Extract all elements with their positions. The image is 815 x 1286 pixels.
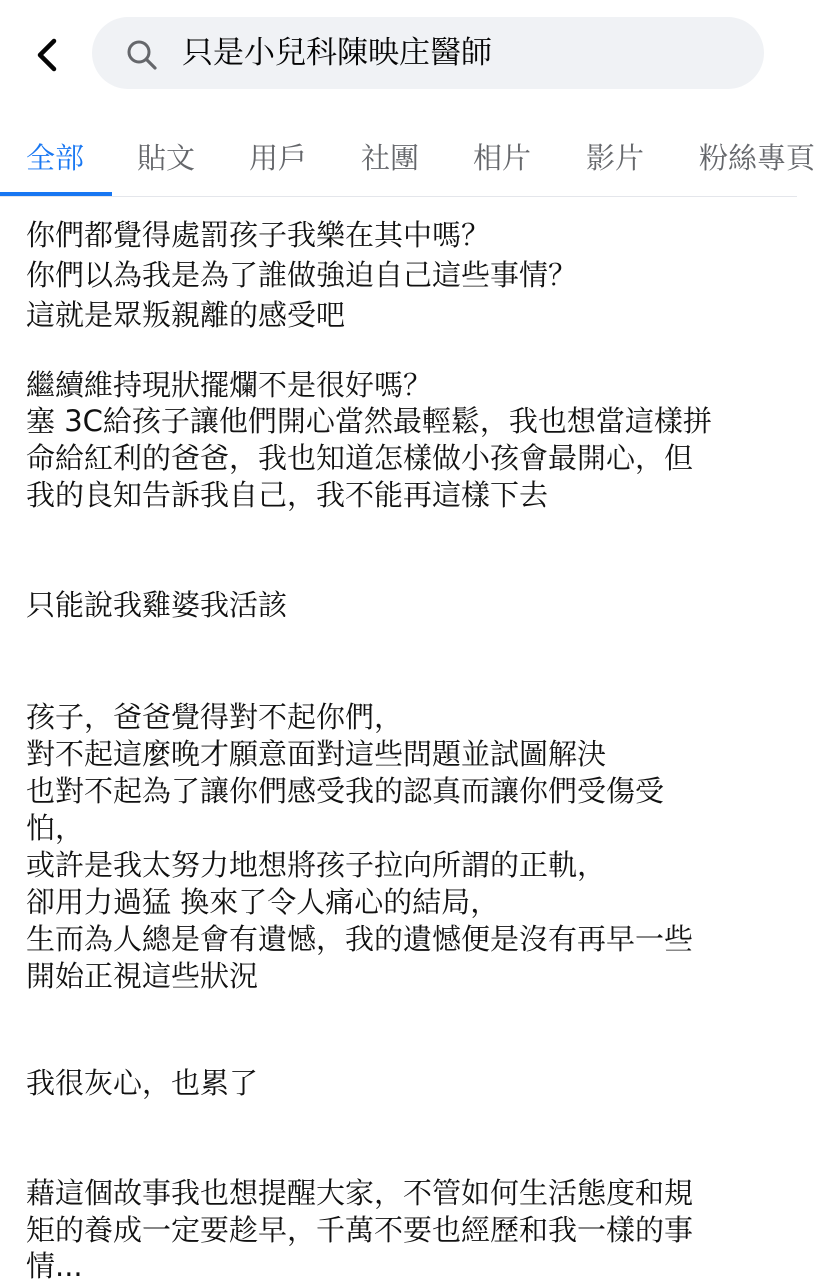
post-text-line: 藉這個故事我也想提醒大家，不管如何生活態度和規 [26, 1176, 694, 1210]
search-input[interactable] [92, 17, 764, 89]
post-text-line: 怕， [26, 811, 85, 845]
post-text-line: 我很灰心，也累了 [26, 1066, 259, 1100]
post-text-line: 也對不起為了讓你們感受我的認真而讓你們受傷受 [26, 774, 665, 808]
tab-photos[interactable]: 相片 [473, 141, 532, 175]
tab-pages[interactable]: 粉絲專頁 [699, 141, 815, 175]
post-text-line: 這就是眾叛親離的感受吧 [26, 298, 346, 332]
chevron-left-icon [32, 37, 62, 73]
post-text-line: 你們都覺得處罰孩子我樂在其中嗎？ [26, 218, 491, 252]
post-text-line: 繼續維持現狀擺爛不是很好嗎？ [26, 368, 433, 402]
tab-posts[interactable]: 貼文 [137, 141, 196, 175]
tab-groups[interactable]: 社團 [361, 141, 420, 175]
back-button[interactable] [22, 30, 72, 80]
post-text-line: 或許是我太努力地想將孩子拉向所謂的正軌， [26, 848, 607, 882]
tab-videos[interactable]: 影片 [586, 141, 645, 175]
post-text-line: 只能說我雞婆我活該 [26, 588, 288, 622]
post-text-line: 開始正視這些狀況 [26, 959, 259, 993]
search-icon [126, 39, 158, 71]
tab-people[interactable]: 用戶 [249, 141, 308, 175]
post-text-line: 孩子，爸爸覺得對不起你們， [26, 700, 404, 734]
post-text-line: 生而為人總是會有遺憾，我的遺憾便是沒有再早一些 [26, 922, 694, 956]
post-text-line: 你們以為我是為了誰做強迫自己這些事情？ [26, 258, 578, 292]
post-text-line: 命給紅利的爸爸，我也知道怎樣做小孩會最開心，但 [26, 441, 694, 475]
post-text-line: 卻用力過猛 換來了令人痛心的結局， [26, 885, 500, 919]
post-text-line: 對不起這麼晚才願意面對這些問題並試圖解決 [26, 737, 607, 771]
search-query-text[interactable]: 只是小兒科陳映庄醫師 [182, 35, 492, 71]
post-text-line: 情... [26, 1249, 83, 1283]
search-header [0, 0, 797, 110]
search-filter-tabs [0, 110, 815, 198]
tabs-divider [0, 196, 797, 197]
post-text-line: 塞 3C給孩子讓他們開心當然最輕鬆，我也想當這樣拼 [26, 404, 712, 438]
post-text-line: 我的良知告訴我自己，我不能再這樣下去 [26, 478, 549, 512]
post-text-line: 矩的養成一定要趁早，千萬不要也經歷和我一樣的事 [26, 1213, 694, 1247]
tab-all[interactable]: 全部 [26, 141, 85, 175]
